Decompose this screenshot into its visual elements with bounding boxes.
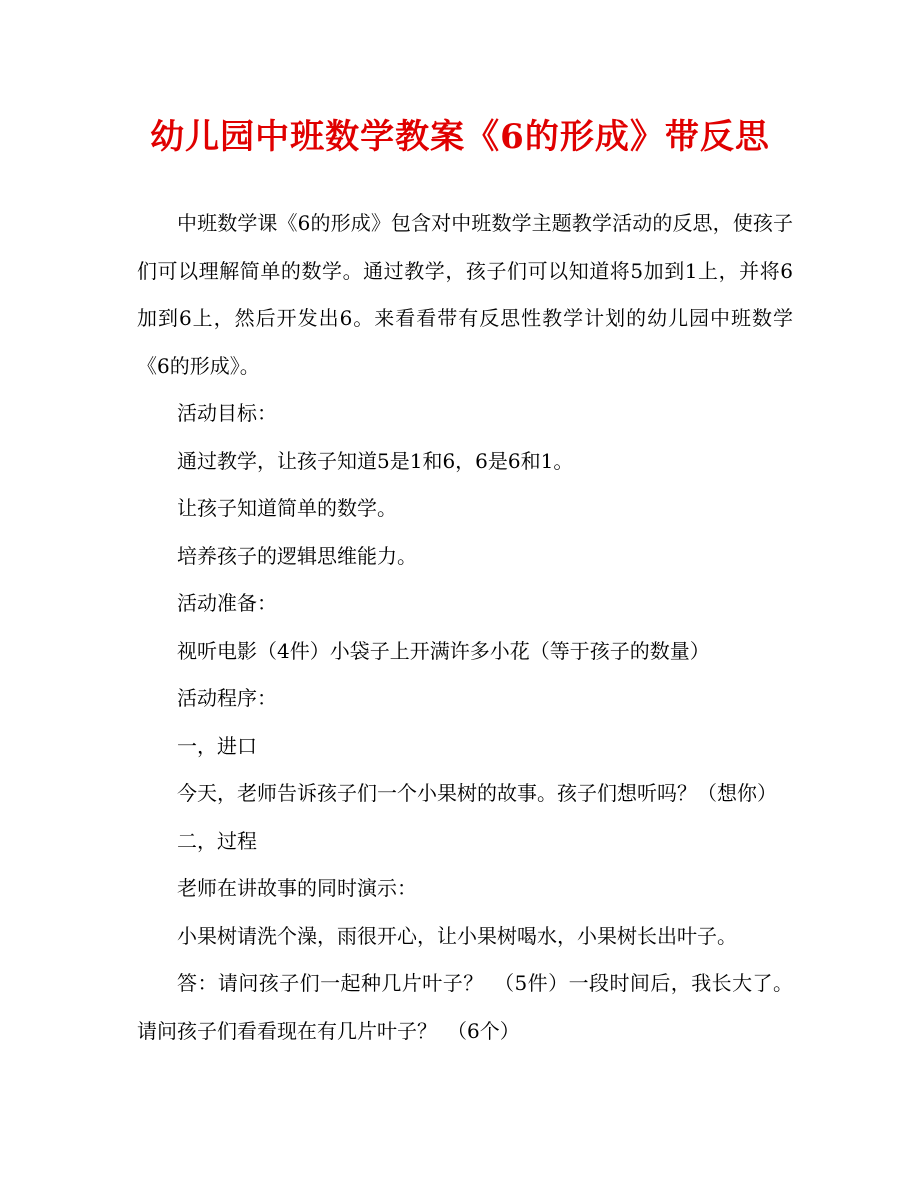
story-text: 小果树请洗个澡，雨很开心，让小果树喝水，小果树长出叶子。 bbox=[177, 923, 737, 948]
preparation-item: 视听电影（4件）小袋子上开满许多小花（等于孩子的数量） bbox=[177, 638, 710, 663]
goal-item-1: 通过教学，让孩子知道5是1和6，6是6和1。 bbox=[177, 448, 574, 473]
intro-paragraph: 中班数学课《6的形成》包含对中班数学主题教学活动的反思，使孩子们可以理解简单的数学。通过教学，孩子们可以知道将5加到1上，并将6加到6上，然后开发出6。来看看带有反思性教学计划的幼儿园中班数学《6的形成》。 bbox=[137, 211, 793, 378]
section-heading-procedure: 活动程序： bbox=[177, 686, 277, 710]
section-heading-goals: 活动目标： bbox=[177, 401, 277, 425]
step-text-1: 今天，老师告诉孩子们一个小果树的故事。孩子们想听吗？（想你） bbox=[177, 781, 777, 805]
section-heading-preparation: 活动准备： bbox=[177, 591, 277, 615]
answer-paragraph: 答：请问孩子们一起种几片叶子？ （5件）一段时间后，我长大了。请问孩子们看看现在有几片叶子？ （6个） bbox=[137, 971, 793, 1043]
step-heading-2: 二，过程 bbox=[177, 828, 257, 853]
goal-item-3: 培养孩子的逻辑思维能力。 bbox=[177, 543, 417, 568]
document-title: 幼儿园中班数学教案《6的形成》带反思 bbox=[150, 117, 770, 157]
goal-item-2: 让孩子知道简单的数学。 bbox=[177, 496, 397, 520]
document-body bbox=[137, 200, 793, 1055]
step-text-2: 老师在讲故事的同时演示： bbox=[177, 876, 417, 900]
step-heading-1: 一，进口 bbox=[177, 733, 257, 758]
